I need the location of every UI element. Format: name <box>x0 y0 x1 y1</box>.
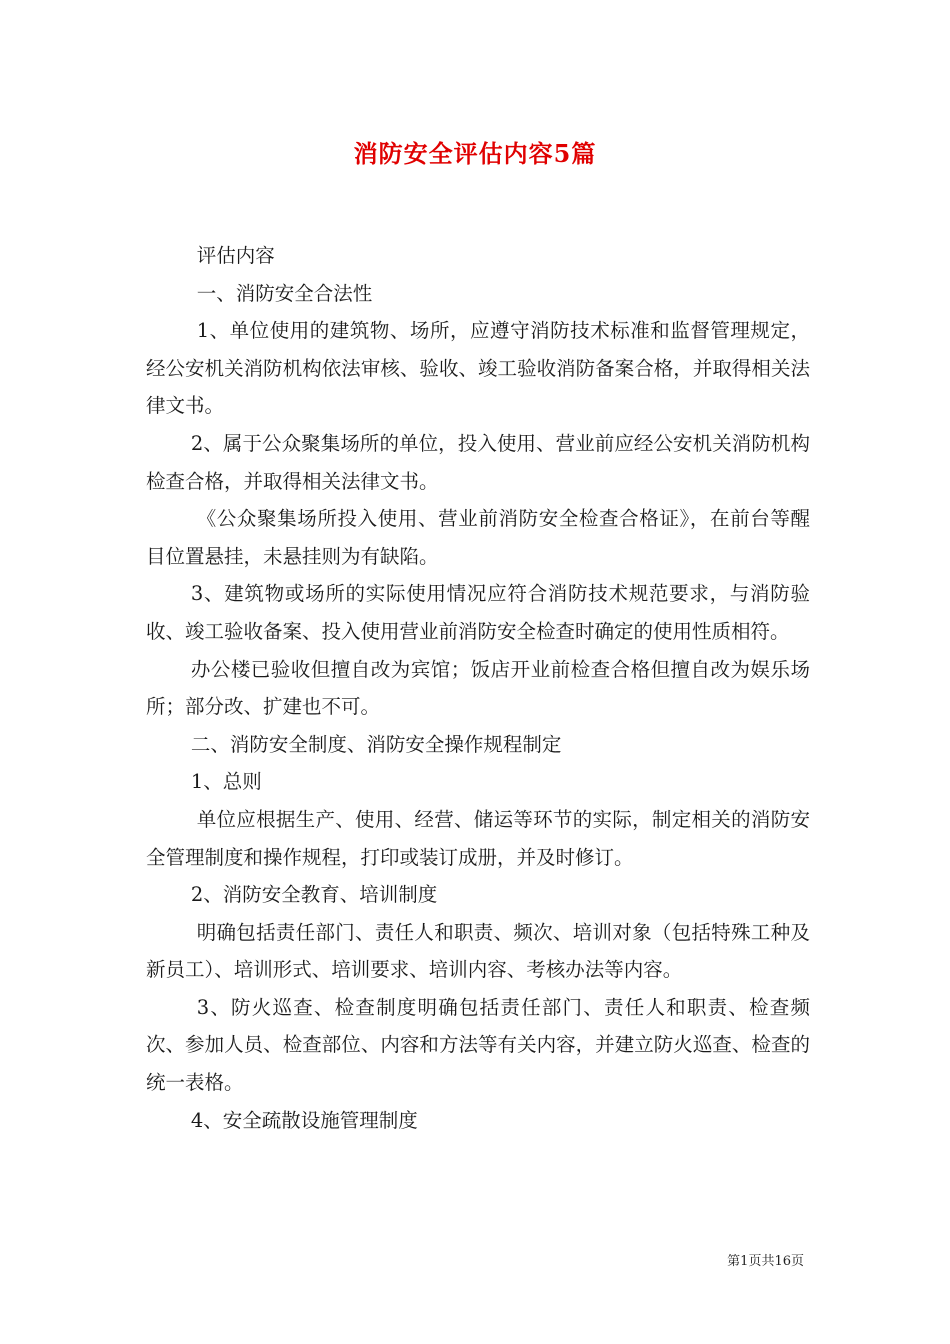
paragraph: 《公众聚集场所投入使用、营业前消防安全检查合格证》，在前台等醒目位置悬挂，未悬挂则为有缺陷。 <box>146 507 810 568</box>
section-heading: 一、消防安全合法性 <box>196 281 373 305</box>
subsection-heading: 1、总则 <box>190 770 262 794</box>
paragraph: 2、属于公众聚集场所的单位，投入使用、营业前应经公安机关消防机构检查合格，并取得相关法律文书。 <box>146 431 810 493</box>
paragraph: 单位应根据生产、使用、经营、储运等环节的实际，制定相关的消防安全管理制度和操作规程，打印或装订成册，并及时修订。 <box>146 807 810 869</box>
page-title: 消防安全评估内容5篇 <box>353 139 597 168</box>
page-number-footer: 第1页共16页 <box>727 1254 804 1269</box>
paragraph: 评估内容 <box>196 244 275 267</box>
paragraph: 明确包括责任部门、责任人和职责、频次、培训对象（包括特殊工种及新员工）、培训形式、培训要求、培训内容、考核办法等内容。 <box>146 920 810 982</box>
document-body <box>146 237 810 1139</box>
paragraph: 办公楼已验收但擅自改为宾馆；饭店开业前检查合格但擅自改为娱乐场所；部分改、扩建也不可。 <box>146 657 810 719</box>
paragraph: 1、单位使用的建筑物、场所，应遵守消防技术标准和监督管理规定，经公安机关消防机构依法审核、验收、竣工验收消防备案合格，并取得相关法律文书。 <box>146 319 810 418</box>
paragraph: 3、建筑物或场所的实际使用情况应符合消防技术规范要求，与消防验收、竣工验收备案、投入使用营业前消防安全检查时确定的使用性质相符。 <box>146 582 810 643</box>
subsection-heading: 4、安全疏散设施管理制度 <box>190 1108 418 1132</box>
subsection-heading: 2、消防安全教育、培训制度 <box>190 883 438 907</box>
paragraph: 3、防火巡查、检查制度明确包括责任部门、责任人和职责、检查频次、参加人员、检查部位、内容和方法等有关内容，并建立防火巡查、检查的统一表格。 <box>146 995 810 1095</box>
section-heading: 二、消防安全制度、消防安全操作规程制定 <box>190 732 562 756</box>
